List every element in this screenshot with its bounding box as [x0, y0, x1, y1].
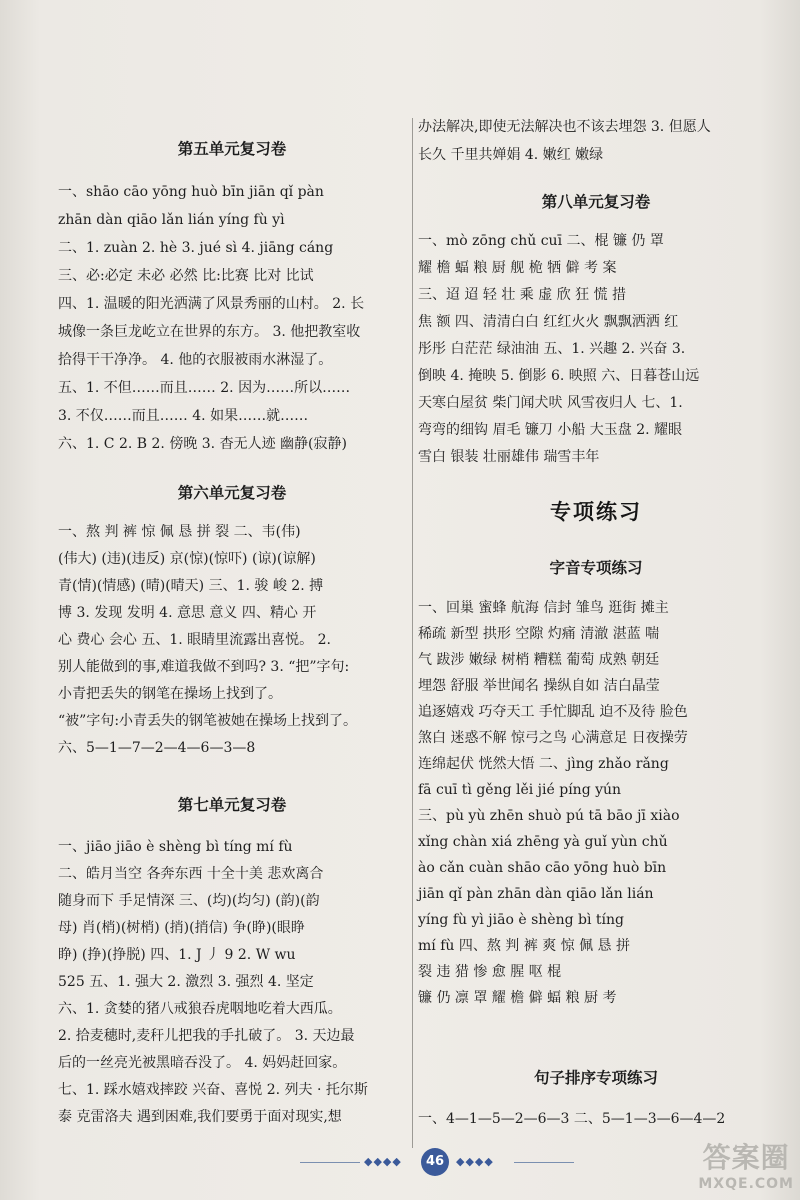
unit7-line: 七、1. 踩水嬉戏摔跤 兴奋、喜悦 2. 列夫 · 托尔斯: [58, 1082, 368, 1098]
continued-line: 办法解决,即使无法解决也不该去埋怨 3. 但愿人: [418, 119, 711, 135]
unit7-title: 第七单元复习卷: [177, 796, 287, 814]
unit5-line: 二、1. zuàn 2. hè 3. jué sì 4. jiāng cáng: [58, 240, 334, 256]
unit5-line: 一、shāo cāo yōng huò bīn jiān qǐ pàn: [58, 184, 324, 200]
pronunciation-line: 三、pù yù zhēn shuò pú tā bāo jī xiào: [418, 808, 680, 824]
unit7-line: 一、jiāo jiāo è shèng bì tíng mí fù: [58, 839, 293, 855]
unit5-line: 3. 不仅……而且…… 4. 如果……就……: [58, 408, 309, 424]
unit7-line: 后的一丝亮光被黑暗吞没了。 4. 妈妈赶回家。: [58, 1055, 347, 1071]
unit6-line: 心 费心 会心 五、1. 眼睛里流露出喜悦。 2.: [58, 632, 331, 648]
pronunciation-line: 煞白 迷惑不解 惊弓之鸟 心满意足 日夜操劳: [418, 730, 688, 746]
page-number: 46: [421, 1148, 449, 1176]
sentence-order-line: 一、4—1—5—2—6—3 二、5—1—3—6—4—2: [418, 1111, 726, 1127]
unit6-title: 第六单元复习卷: [177, 484, 287, 502]
pronunciation-line: 埋怨 舒服 举世闻名 操纵自如 洁白晶莹: [418, 678, 660, 694]
unit7-line: 二、皓月当空 各奔东西 十全十美 悲欢离合: [58, 866, 324, 882]
diamonds-left-icon: ◆◆◆◆: [364, 1155, 402, 1168]
pronunciation-line: 一、回巢 蜜蜂 航海 信封 雏鸟 逛街 摊主: [418, 600, 669, 616]
unit5-line: 拾得干干净净。 4. 他的衣服被雨水淋湿了。: [58, 352, 333, 368]
unit8-line: 天寒白屋贫 柴门闻犬吠 风雪夜归人 七、1.: [418, 395, 683, 411]
unit5-line: zhān dàn qiāo lǎn lián yíng fù yì: [58, 212, 285, 228]
unit6-line: 一、熬 判 裤 惊 佩 恳 拼 裂 二、韦(伟): [58, 524, 301, 540]
unit6-line: (伟大) (违)(违反) 京(惊)(惊吓) (谅)(谅解): [58, 551, 316, 567]
watermark-logo: 答案圈: [702, 1141, 790, 1174]
right-column: [418, 0, 774, 1200]
unit8-line: 一、mò zōng chǔ cuī 二、棍 镰 仍 罩: [418, 233, 664, 249]
unit7-line: 随身而下 手足情深 三、(均)(均匀) (韵)(韵: [58, 893, 320, 909]
pronunciation-line: 追逐嬉戏 巧夺天工 手忙脚乱 迫不及待 脸色: [418, 704, 688, 720]
unit8-line: 耀 檐 蝠 粮 厨 舰 桅 牺 僻 考 案: [418, 260, 617, 276]
unit8-line: 焦 额 四、清清白白 红红火火 飘飘洒洒 红: [418, 314, 679, 330]
special-practice-title: 专项练习: [550, 500, 642, 524]
pronunciation-line: fā cuī tì gěng lěi jié píng yún: [418, 782, 622, 798]
diamonds-right-icon: ◆◆◆◆: [456, 1155, 494, 1168]
unit7-line: 睁) (挣)(挣脱) 四、1. J 丿 9 2. W wu: [58, 947, 296, 963]
unit7-line: 泰 克雷洛夫 遇到困难,我们要勇于面对现实,想: [58, 1109, 342, 1125]
unit6-line: “被”字句:小青丢失的钢笔被她在操场上找到了。: [58, 713, 358, 729]
unit5-line: 三、必:必定 未必 必然 比:比赛 比对 比试: [58, 268, 314, 284]
unit7-line: 母) 肖(梢)(树梢) (捎)(捎信) 争(睁)(眼睁: [58, 920, 305, 936]
page-footer: [300, 1148, 600, 1178]
unit7-line: 六、1. 贪婪的猪八戒狼吞虎咽地吃着大西瓜。: [58, 1001, 342, 1017]
unit8-line: 倒映 4. 掩映 5. 倒影 6. 映照 六、日暮苍山远: [418, 368, 700, 384]
pronunciation-line: 镰 仍 凛 罩 耀 檐 僻 蝠 粮 厨 考: [418, 990, 617, 1006]
unit5-title: 第五单元复习卷: [177, 140, 287, 158]
sentence-order-practice-title: 句子排序专项练习: [533, 1069, 658, 1087]
pronunciation-line: 连绵起伏 恍然大悟 二、jìng zhǎo rǎng: [418, 756, 669, 772]
unit6-line: 六、5—1—7—2—4—6—3—8: [58, 740, 256, 756]
unit5-line: 五、1. 不但……而且…… 2. 因为……所以……: [58, 380, 351, 396]
pronunciation-line: 裂 违 猎 惨 愈 腥 呕 棍: [418, 964, 562, 980]
unit8-line: 弯弯的细钩 眉毛 镰刀 小船 大玉盘 2. 耀眼: [418, 422, 683, 438]
unit6-line: 博 3. 发现 发明 4. 意思 意义 四、精心 开: [58, 605, 317, 621]
unit8-line: 彤彤 白茫茫 绿油油 五、1. 兴趣 2. 兴奋 3.: [418, 341, 686, 357]
unit6-line: 别人能做到的事,难道我做不到吗? 3. “把”字句:: [58, 659, 350, 675]
pronunciation-line: mí fù 四、熬 判 裤 爽 惊 佩 恳 拼: [418, 938, 631, 954]
unit8-title: 第八单元复习卷: [541, 193, 651, 211]
watermark-url: MXQE.COM: [698, 1176, 794, 1192]
pronunciation-line: ào cǎn cuàn shāo cāo yōng huò bīn: [418, 860, 667, 876]
footer-rule-right: [514, 1162, 574, 1163]
pronunciation-line: xǐng chàn xiá zhēng yà guǐ yùn chǔ: [418, 834, 668, 850]
unit5-line: 城像一条巨龙屹立在世界的东方。 3. 他把教室收: [58, 324, 361, 340]
column-divider: [412, 118, 413, 1148]
footer-rule-left: [300, 1162, 360, 1163]
unit7-line: 525 五、1. 强大 2. 激烈 3. 强烈 4. 坚定: [58, 974, 314, 990]
pronunciation-line: 气 跋涉 嫩绿 树梢 糟糕 葡萄 成熟 朝廷: [418, 652, 660, 668]
pronunciation-line: 稀疏 新型 拱形 空隙 灼痛 清澈 湛蓝 喘: [418, 626, 660, 642]
continued-line: 长久 千里共婵娟 4. 嫩红 嫩绿: [418, 147, 604, 163]
watermark: [698, 1136, 794, 1192]
unit7-line: 2. 拾麦穗时,麦秆儿把我的手扎破了。 3. 天边最: [58, 1028, 355, 1044]
pronunciation-line: yíng fù yì jiāo è shèng bì tíng: [418, 912, 624, 928]
left-column: [58, 0, 406, 1200]
unit6-line: 青(情)(情感) (晴)(晴天) 三、1. 骏 峻 2. 搏: [58, 578, 324, 594]
pronunciation-line: jiān qǐ pàn zhān dàn qiāo lǎn lián: [418, 886, 654, 902]
unit5-line: 四、1. 温暖的阳光洒满了风景秀丽的山村。 2. 长: [58, 296, 365, 312]
unit8-line: 雪白 银装 壮丽雄伟 瑞雪丰年: [418, 449, 600, 465]
pronunciation-practice-title: 字音专项练习: [549, 559, 643, 577]
unit6-line: 小青把丢失的钢笔在操场上找到了。: [58, 686, 282, 702]
unit5-line: 六、1. C 2. B 2. 傍晚 3. 杳无人迹 幽静(寂静): [58, 436, 347, 452]
unit8-line: 三、迢 迢 轻 壮 乘 虚 欣 狂 慌 措: [418, 287, 627, 303]
